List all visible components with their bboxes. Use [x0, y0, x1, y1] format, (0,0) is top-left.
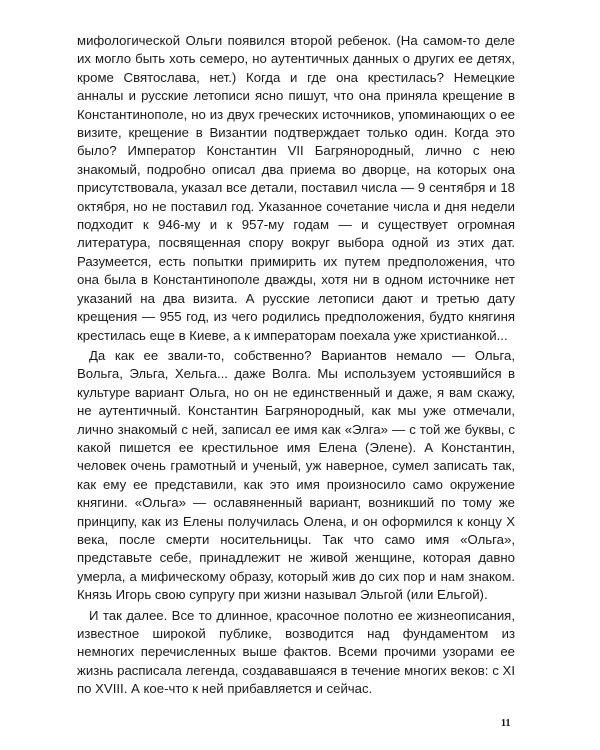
page-text	[77, 32, 515, 701]
paragraph-3: И так далее. Все то длинное, красочное полотно ее жизнеописания, известное широкой публике, возводится над фундаментом из немногих перечисленных выше фактов. Всеми прочими узорами ее жизнь расписала легенда, создававшаяся в течение многих веков: с XI по XVIII. А кое-что к ней прибавляется и сейчас.	[77, 607, 515, 697]
paragraph-2: Да как ее звали-то, собственно? Вариантов немало — Ольга, Вольга, Эльга, Хельга... даже Волга. Мы используем устоявшийся в культуре вариант Ольга, но он не единственный и даже, я вам скажу, не аутентичный. Константин Багрянородный, как мы уже отмечали, лично знакомый с ней, записал ее имя как «Элга» — с той же буквы, с какой пишется ее крестильное имя Елена (Элене). А Константин, человек очень грамотный и ученый, уж наверное, сумел записать так, как ему ее представили, как это имя произносило само окружение княгини. «Ольга» — ославяненный вариант, возникший по тому же принципу, как из Елены получилась Олена, и он оформился к концу X века, после смерти носительницы. Так что само имя «Ольга», представьте себе, принадлежит не живой женщине, которая давно умерла, а мифическому образу, который жив до сих пор и нам знаком. Князь Игорь свою супругу при жизни называл Эльгой (или Ельгой).	[77, 347, 515, 603]
page-number: 11	[501, 718, 511, 729]
paragraph-1: мифологической Ольги появился второй ребенок. (На самом-то деле их могло быть хоть семеро, но аутентичных данных о других ее детях, кроме Святослава, нет.) Когда и где она крестилась? Немецкие анналы и русские летописи ясно пишут, что она приняла крещение в Константинополе, но из двух греческих источников, упоминающих о ее визите, крещение в Византии подтверждает только один. Когда это было? Император Константин VII Багрянородный, лично с нею знакомый, подробно описал два приема во дворце, на которых она присутствовала, указал все детали, поставил числа — 9 сентября и 18 октября, но не поставил год. Указанное сочетание числа и дня недели подходит к 946-му и к 957-му годам — и существует огромная литература, посвященная спору вокруг выбора одной из этих дат. Разумеется, есть попытки примирить их путем предположения, что она была в Константинополе дважды, хотя ни в одном источнике нет указаний на два визита. А русские летописи дают и третью дату крещения — 955 год, из чего родились предположения, будто княгиня крестилась еще в Киеве, а к императорам поехала уже христианкой...	[77, 33, 515, 343]
